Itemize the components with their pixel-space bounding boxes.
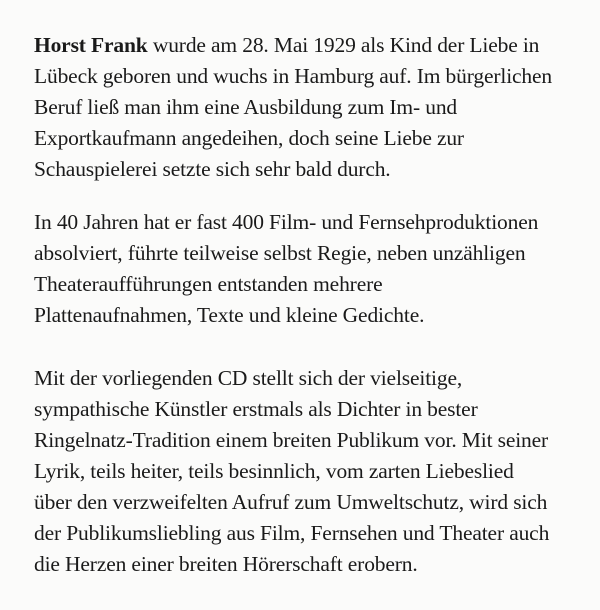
biography-paragraph-3 [34,363,594,580]
artist-name: Horst Frank [34,33,148,57]
biography-paragraph-2 [34,207,594,331]
text-line: Schauspielerei setzte sich sehr bald durch. [34,157,391,181]
text-line: Lyrik, teils heiter, teils besinnlich, vom zarten Liebeslied [34,459,514,483]
text-line: Beruf ließ man ihm eine Ausbildung zum Im- und [34,95,458,119]
text-line: über den verzweifelten Aufruf zum Umweltschutz, wird sich [34,490,548,514]
text-line [34,30,594,61]
biography-paragraph-1 [34,30,594,185]
text-line: sympathische Künstler erstmals als Dichter in bester [34,397,478,421]
text-line: Ringelnatz-Tradition einem breiten Publikum vor. Mit seiner [34,428,549,452]
text-line: Plattenaufnahmen, Texte und kleine Gedichte. [34,303,425,327]
text-line: Theateraufführungen entstanden mehrere [34,272,383,296]
text-line-content: wurde am 28. Mai 1929 als Kind der Liebe in [147,33,540,57]
text-line: Exportkaufmann angedeihen, doch seine Liebe zur [34,126,464,150]
text-line: absolviert, führte teilweise selbst Regie, neben unzähligen [34,241,526,265]
text-line: die Herzen einer breiten Hörerschaft erobern. [34,552,418,576]
text-line: der Publikumsliebling aus Film, Fernsehen und Theater auch [34,521,550,545]
text-line: In 40 Jahren hat er fast 400 Film- und Fernsehproduktionen [34,210,539,234]
text-line: Lübeck geboren und wuchs in Hamburg auf. Im bürgerlichen [34,64,553,88]
text-line: Mit der vorliegenden CD stellt sich der vielseitige, [34,366,463,390]
